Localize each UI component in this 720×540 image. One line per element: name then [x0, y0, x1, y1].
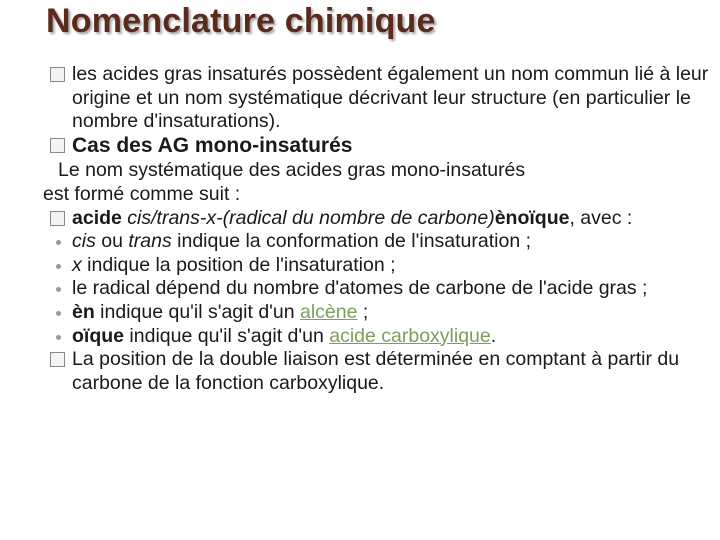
list-item [0, 254, 720, 278]
dot-bullet-icon [56, 311, 61, 316]
term-cis: cis [72, 230, 96, 253]
checkbox-bullet-icon [50, 138, 65, 153]
text-conformation: indique la conformation de l'insaturation ; [171, 230, 532, 253]
text-acide-end: . [490, 324, 497, 347]
checkbox-bullet-icon [50, 67, 65, 82]
term-oique: oïque [72, 324, 124, 347]
term-trans: trans [128, 230, 172, 253]
dot-bullet-icon [56, 240, 61, 245]
rule-line-1: Le nom systématique des acides gras mono-insaturés [58, 159, 526, 182]
link-acide-carboxylique[interactable]: acide carboxylique [329, 324, 491, 347]
checkbox-bullet-icon [50, 211, 65, 226]
section-heading [0, 134, 720, 159]
list-item [0, 277, 720, 301]
term-en: èn [72, 300, 95, 323]
formula-tail: , avec : [569, 206, 633, 229]
dot-bullet-icon [56, 264, 61, 269]
text-radical: le radical dépend du nombre d'atomes de carbone de l'acide gras ; [72, 277, 648, 300]
text-acide-intro: indique qu'il s'agit d'un [124, 324, 330, 347]
page-title: Nomenclature chimique [46, 2, 436, 40]
text-ou: ou [95, 230, 129, 253]
rule-paragraph [0, 159, 720, 206]
bullet-intro [0, 63, 720, 134]
formula-pattern: cis/trans-x-(radical du nombre de carbone) [127, 206, 495, 229]
position-text: La position de la double liaison est déterminée en comptant à partir du carbone de la fonction carboxylique. [72, 348, 680, 394]
link-alcene[interactable]: alcène [300, 300, 358, 323]
text-alcene-end: ; [357, 300, 369, 323]
text-alcene-intro: indique qu'il s'agit d'un [94, 300, 300, 323]
dot-bullet-icon [56, 335, 61, 340]
list-item [0, 325, 720, 349]
checkbox-bullet-icon [50, 352, 65, 367]
term-x: x [72, 253, 82, 276]
bullet-formula [0, 207, 720, 231]
formula-acide: acide [72, 206, 122, 229]
list-item [0, 230, 720, 254]
list-item [0, 301, 720, 325]
intro-text: les acides gras insaturés possèdent également un nom commun lié à leur origine et un nom systématique décrivant leur structure (en particulier le nombre d'insaturations). [72, 63, 709, 133]
text-position: indique la position de l'insaturation ; [81, 253, 396, 276]
formula-suffix: ènoïque [494, 206, 570, 229]
section-heading-text: Cas des AG mono-insaturés [72, 133, 353, 157]
rule-line-2: est formé comme suit : [43, 182, 241, 205]
bullet-position [0, 348, 720, 395]
dot-bullet-icon [56, 287, 61, 292]
slide-body [0, 60, 720, 395]
